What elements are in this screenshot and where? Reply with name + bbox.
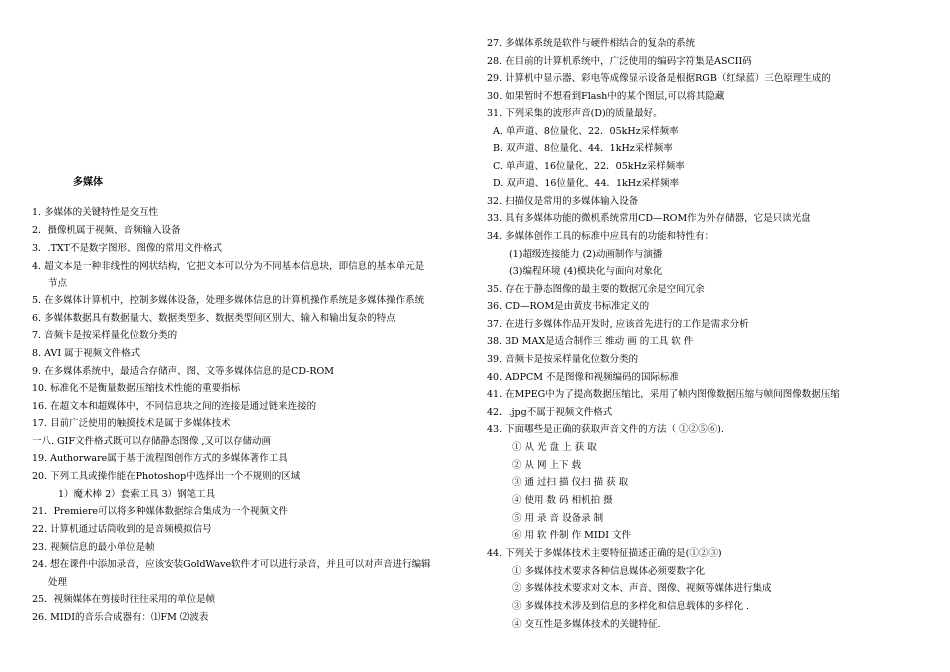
text-line: C. 单声道、16位量化、22．05kHz采样频率	[493, 161, 685, 172]
text-line: 2．摄像机属于视频、音频输入设备	[32, 225, 181, 236]
text-line: ② 多媒体技术要求对文本、声音、图像、视频等媒体进行集成	[512, 583, 772, 594]
text-line: 25．视频媒体在剪接时往往采用的单位是帧	[32, 594, 216, 605]
text-line: 23. 视频信息的最小单位是帧	[32, 542, 155, 553]
text-line: 1. 多媒体的关键特性是交互性	[32, 207, 159, 218]
text-line: 32. 扫描仪是常用的多媒体输入设备	[487, 196, 639, 207]
text-line: 42．.jpg不属于视频文件格式	[487, 407, 613, 418]
text-line: 一八. GIF文件格式既可以存储静态图像 ,又可以存储动画	[32, 436, 272, 447]
text-line: ④ 交互性是多媒体技术的关键特征.	[512, 619, 661, 630]
text-line: ③ 多媒体技术涉及到信息的多样化和信息载体的多样化 .	[512, 601, 750, 612]
text-line: ① 多媒体技术要求各种信息媒体必须要数字化	[512, 566, 706, 577]
text-line: 27. 多媒体系统是软件与硬件相结合的复杂的系统	[487, 38, 696, 49]
text-line: 10. 标准化不是衡量数据压缩技术性能的重要指标	[32, 383, 241, 394]
text-line: 37. 在进行多媒体作品开发时, 应该首先进行的工作是需求分析	[487, 319, 749, 330]
text-line: 16. 在超文本和超媒体中，不同信息块之间的连接是通过链来连接的	[32, 401, 317, 412]
text-line: 6. 多媒体数据具有数据量大、数据类型多、数据类型间区别大、输入和输出复杂的特点	[32, 313, 396, 324]
text-line: 7. 音频卡是按采样量化位数分类的	[32, 330, 178, 341]
text-line: ⑥ 用 软 件制 作 MIDI 文件	[512, 530, 631, 541]
text-line: 38. 3D MAX是适合制作三 维动 画 的工具 软 件	[487, 336, 694, 347]
text-line: ① 从 光 盘 上 获 取	[512, 442, 597, 453]
text-line: 处理	[48, 577, 68, 588]
text-line: 39. 音频卡是按采样量化位数分类的	[487, 354, 639, 365]
text-line: 24. 想在课件中添加录音，应该安装GoldWave软件才可以进行录音，并且可以对声音进行编辑	[32, 559, 431, 570]
text-line: 20. 下列工具或操作能在Photoshop中选择出一个不规则的区域	[32, 471, 301, 482]
text-line: (1)超级连接能力 (2)动画制作与演播	[509, 249, 663, 260]
text-line: ② 从 网 上下 载	[512, 460, 582, 471]
text-line: B. 双声道、8位量化、44．1kHz采样频率	[493, 143, 673, 154]
text-line: 3．.TXT不是数字图形、图像的常用文件格式	[32, 243, 223, 254]
text-line: 31. 下列采集的波形声音(D)的质量最好。	[487, 108, 663, 119]
text-line: 21．Premiere可以将多种媒体数据综合集成为一个视频文件	[32, 506, 288, 517]
text-line: (3)编程环境 (4)模块化与面向对象化	[509, 266, 663, 277]
text-line: D. 双声道、16位量化、44．1kHz采样频率	[493, 178, 680, 189]
text-line: 35. 存在于静态图像的最主要的数据冗余是空间冗余	[487, 284, 705, 295]
text-line: 1）魔术棒 2）套索工具 3）钢笔工具	[58, 489, 216, 500]
text-line: 17. 目前广泛使用的触摸技术是属于多媒体技术	[32, 418, 231, 429]
page-title: 多媒体	[73, 177, 103, 188]
text-line: 41. 在MPEG中为了提高数据压缩比，采用了帧内图像数据压缩与帧间图像数据压缩	[487, 389, 840, 400]
text-line: 5. 在多媒体计算机中，控制多媒体设备，处理多媒体信息的计算机操作系统是多媒体操作系统	[32, 295, 425, 306]
text-line: A. 单声道、8位量化、22．05kHz采样频率	[493, 126, 679, 137]
text-line: 节点	[48, 278, 68, 289]
text-line: 4. 超文本是一种非线性的网状结构，它把文本可以分为不同基本信息块，即信息的基本单元是	[32, 261, 425, 272]
text-line: 29. 计算机中显示器、彩电等成像显示设备是根据RGB（红绿蓝）三色原理生成的	[487, 73, 831, 84]
text-line: 40. ADPCM 不是图像和视频编码的国际标准	[487, 372, 680, 383]
text-line: 30. 如果暂时不想看到Flash中的某个图层,可以将其隐藏	[487, 91, 725, 102]
text-line: ⑤ 用 录 音 设备录 制	[512, 513, 604, 524]
text-line: 26. MIDI的音乐合成器有：⑴FM ⑵波表	[32, 612, 209, 623]
text-line: 33. 具有多媒体功能的微机系统常用CD—ROM作为外存储器，它是只读光盘	[487, 213, 811, 224]
text-line: 22. 计算机通过话筒收到的是音频模拟信号	[32, 524, 212, 535]
text-line: 28. 在目前的计算机系统中，广泛使用的编码字符集是ASCII码	[487, 56, 752, 67]
text-line: 44. 下列关于多媒体技术主要特征描述正确的是(①②③)	[487, 548, 722, 559]
text-line: 8. AVI 属于视频文件格式	[32, 348, 141, 359]
text-line: 19. Authorware属于基于流程图创作方式的多媒体著作工具	[32, 453, 288, 464]
text-line: ③ 通 过扫 描 仪扫 描 获 取	[512, 477, 629, 488]
text-line: 36. CD—ROM是由黄皮书标准定义的	[487, 301, 650, 312]
text-line: 43. 下面哪些是正确的获取声音文件的方法（ ①②⑤⑥).	[487, 424, 724, 435]
text-line: ④ 使用 数 码 相机拍 摄	[512, 495, 613, 506]
text-line: 34. 多媒体创作工具的标准中应具有的功能和特性有：	[487, 231, 715, 242]
text-line: 9. 在多媒体系统中，最适合存储声、图、文等多媒体信息的是CD-ROM	[32, 366, 335, 377]
